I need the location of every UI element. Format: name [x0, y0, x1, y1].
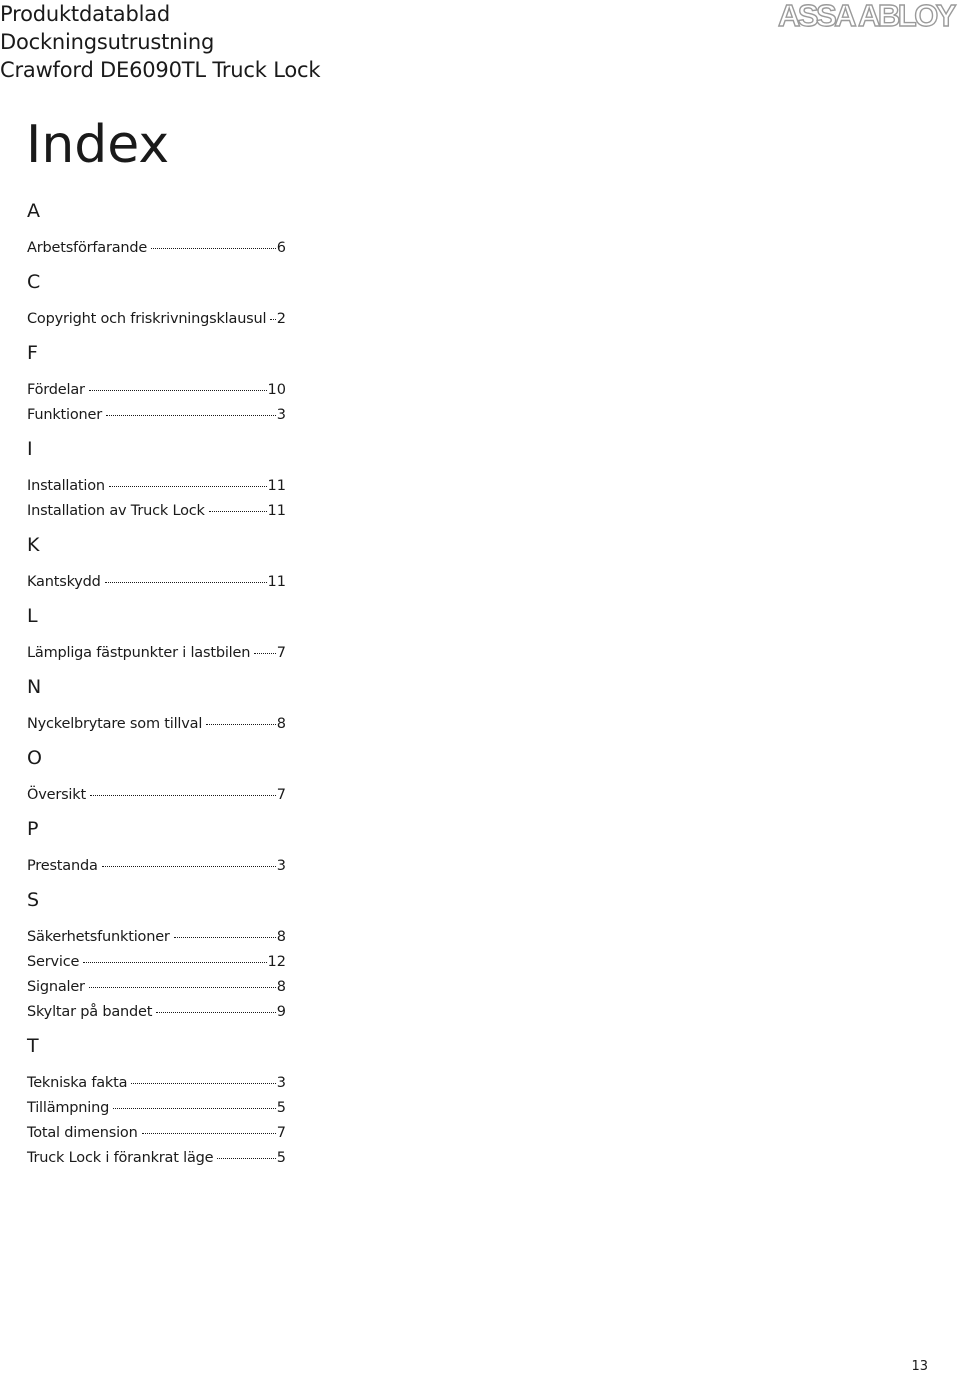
index-entry[interactable]: [27, 975, 286, 999]
dot-leader: [106, 415, 276, 416]
index-entry-label: Prestanda: [27, 858, 98, 874]
index-section-letter: N: [27, 676, 42, 698]
dot-leader: [270, 319, 275, 320]
index-section-letter: F: [27, 342, 38, 364]
index-entry-page: 9: [276, 1004, 286, 1020]
index-entry-page: 7: [276, 645, 286, 661]
index-entry[interactable]: [27, 854, 286, 878]
index-section-letter: A: [27, 200, 40, 222]
dot-leader: [113, 1108, 276, 1109]
index-entry-label: Nyckelbrytare som tillval: [27, 716, 203, 732]
index-section-letter: I: [27, 438, 33, 460]
index-entry-page: 11: [267, 574, 286, 590]
dot-leader: [89, 987, 276, 988]
index-entry-label: Installation av Truck Lock: [27, 503, 205, 519]
page-number: 13: [911, 1359, 928, 1374]
index-entry-page: 5: [276, 1100, 286, 1116]
index-entry-label: Fördelar: [27, 382, 85, 398]
dot-leader: [109, 486, 267, 487]
index-section-letter: O: [27, 747, 42, 769]
index-entry[interactable]: [27, 641, 286, 665]
dot-leader: [151, 248, 276, 249]
index-entry[interactable]: [27, 1121, 286, 1145]
index-entry-page: 7: [276, 787, 286, 803]
index-entry-label: Funktioner: [27, 407, 102, 423]
index-entry-label: Total dimension: [27, 1125, 138, 1141]
index-entry-label: Skyltar på bandet: [27, 1004, 153, 1020]
index-entry[interactable]: [27, 307, 286, 331]
index-section-letter: C: [27, 271, 41, 293]
index-entry-label: Säkerhetsfunktioner: [27, 929, 170, 945]
assa-abloy-logo: ASSA ABLOY: [778, 0, 954, 33]
index-entry[interactable]: [27, 378, 286, 402]
index-entry-label: Tekniska fakta: [27, 1075, 128, 1091]
index-entry[interactable]: [27, 925, 286, 949]
index-entry[interactable]: [27, 570, 286, 594]
dot-leader: [254, 653, 276, 654]
page-title: Index: [26, 115, 170, 175]
index-entry-page: 7: [276, 1125, 286, 1141]
dot-leader: [217, 1158, 275, 1159]
index-section-letter: P: [27, 818, 39, 840]
header-doc-type: Produktdatablad: [0, 2, 171, 26]
index-entry-label: Service: [27, 954, 80, 970]
index-entry[interactable]: [27, 712, 286, 736]
index-entry[interactable]: [27, 1146, 286, 1170]
index-entry-page: 8: [276, 929, 286, 945]
index-entry[interactable]: [27, 783, 286, 807]
index-entry-page: 3: [276, 1075, 286, 1091]
index-entry[interactable]: [27, 236, 286, 260]
index-entry[interactable]: [27, 474, 286, 498]
index-entry-page: 11: [267, 478, 286, 494]
index-entry-label: Copyright och friskrivningsklausul: [27, 311, 267, 327]
index-entry[interactable]: [27, 1000, 286, 1024]
index-entry-page: 2: [276, 311, 286, 327]
index-entry-page: 6: [276, 240, 286, 256]
header-product-name: Crawford DE6090TL Truck Lock: [0, 58, 321, 82]
index-entry-label: Kantskydd: [27, 574, 101, 590]
index-entry[interactable]: [27, 950, 286, 974]
index-entry-page: 12: [267, 954, 286, 970]
dot-leader: [131, 1083, 275, 1084]
index-entry-page: 8: [276, 979, 286, 995]
dot-leader: [105, 582, 267, 583]
index-entry[interactable]: [27, 499, 286, 523]
dot-leader: [89, 390, 267, 391]
index-entry-page: 8: [276, 716, 286, 732]
index-entry-label: Arbetsförfarande: [27, 240, 148, 256]
dot-leader: [156, 1012, 276, 1013]
dot-leader: [174, 937, 276, 938]
index-entry-page: 3: [276, 858, 286, 874]
index-entry-page: 5: [276, 1150, 286, 1166]
index-entry-label: Installation: [27, 478, 105, 494]
document-header: [0, 0, 320, 84]
dot-leader: [83, 962, 266, 963]
index-section-letter: L: [27, 605, 38, 627]
index-entry[interactable]: [27, 1071, 286, 1095]
dot-leader: [206, 724, 276, 725]
index-entry-label: Signaler: [27, 979, 85, 995]
index-entry-label: Översikt: [27, 787, 86, 803]
index-section-letter: S: [27, 889, 40, 911]
index-entry[interactable]: [27, 1096, 286, 1120]
index-entry-label: Lämpliga fästpunkter i lastbilen: [27, 645, 251, 661]
index-entry[interactable]: [27, 403, 286, 427]
index-entry-label: Tillämpning: [27, 1100, 110, 1116]
index-section-letter: T: [27, 1035, 39, 1057]
dot-leader: [209, 511, 267, 512]
index-entry-label: Truck Lock i förankrat läge: [27, 1150, 214, 1166]
index-entry-page: 11: [267, 503, 286, 519]
index-section-letter: K: [27, 534, 40, 556]
dot-leader: [102, 866, 276, 867]
index-entry-page: 10: [267, 382, 286, 398]
dot-leader: [142, 1133, 276, 1134]
header-category: Dockningsutrustning: [0, 30, 215, 54]
dot-leader: [90, 795, 276, 796]
index-entry-page: 3: [276, 407, 286, 423]
